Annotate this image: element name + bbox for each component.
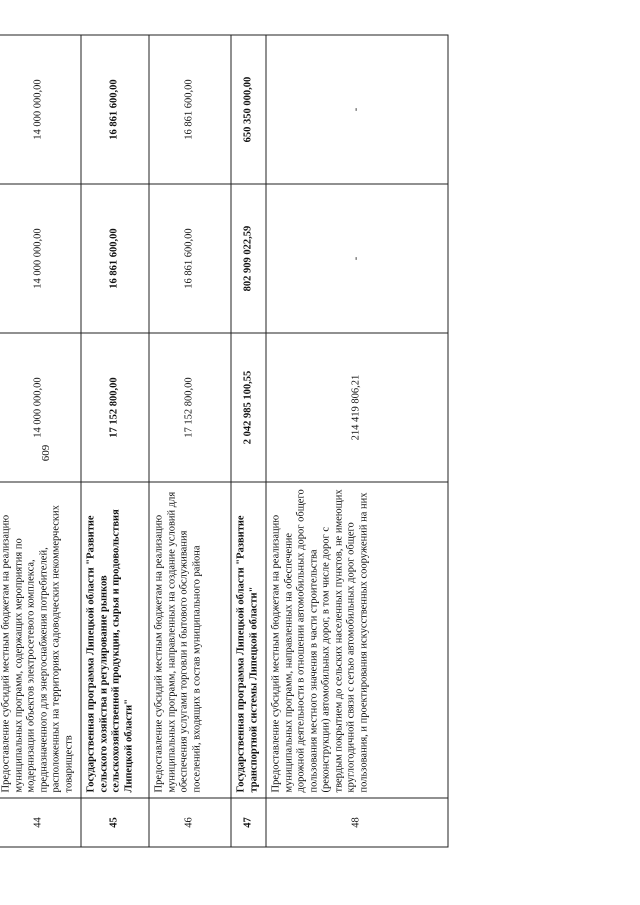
table-row <box>231 35 266 847</box>
budget-table <box>0 35 449 848</box>
table-row <box>0 35 81 847</box>
amount-year-3: 16 861 600,00 <box>81 35 149 184</box>
row-description: Предоставление субсидий местным бюджетам на реализацию муниципальных программ, содержащих мероприятия по модернизации объектов электросетевого комплекса, предназначенного для энергоснабжения потребителей, расположенных на территориях садоводческих некоммерческих товариществ <box>0 482 81 798</box>
row-description: Государственная программа Липецкой области "Развитие транспортной системы Липецкой области" <box>231 482 266 798</box>
page-number: 609 <box>40 444 52 462</box>
row-description: Государственная программа Липецкой области "Развитие сельского хозяйства и регулирование рынков сельскохозяйственной продукции, сырья и продовольствия Липецкой области" <box>81 482 149 798</box>
row-number: 46 <box>149 798 231 847</box>
amount-year-1: 14 000 000,00 <box>0 333 81 482</box>
amount-year-2: 802 909 022,59 <box>231 184 266 333</box>
amount-year-1: 17 152 800,00 <box>81 333 149 482</box>
row-number: 44 <box>0 798 81 847</box>
table-row <box>149 35 231 847</box>
row-description: Предоставление субсидий местным бюджетам на реализацию муниципальных программ, направленных на создание условий для обеспечения услугами торговли и бытового обслуживания поселений, входящих в состав муниципального района <box>149 482 231 798</box>
budget-table-rotated <box>0 65 448 848</box>
table-row <box>81 35 149 847</box>
amount-year-1: 214 419 806,21 <box>266 333 448 482</box>
row-number: 48 <box>266 798 448 847</box>
row-description: Предоставление субсидий местным бюджетам на реализацию муниципальных программ, направленных на обеспечение дорожной деятельности в отношении автомобильных дорог общего пользования местного значения в части строительства (реконструкции) автомобильных дорог, в том числе дорог с твердым покрытием до сельских населенных пунктов, не имеющих круглогодичной связи с сетью автомобильных дорог общего пользования, и проектирования искусственных сооружений на них <box>266 482 448 798</box>
row-number: 45 <box>81 798 149 847</box>
amount-year-3: 650 350 000,00 <box>231 35 266 184</box>
amount-year-2: 14 000 000,00 <box>0 184 81 333</box>
amount-year-2: - <box>266 184 448 333</box>
table-row <box>266 35 448 847</box>
amount-year-2: 16 861 600,00 <box>81 184 149 333</box>
amount-year-1: 2 042 985 100,55 <box>231 333 266 482</box>
amount-year-3: 14 000 000,00 <box>0 35 81 184</box>
amount-year-2: 16 861 600,00 <box>149 184 231 333</box>
amount-year-3: 16 861 600,00 <box>149 35 231 184</box>
amount-year-1: 17 152 800,00 <box>149 333 231 482</box>
amount-year-3: - <box>266 35 448 184</box>
row-number: 47 <box>231 798 266 847</box>
